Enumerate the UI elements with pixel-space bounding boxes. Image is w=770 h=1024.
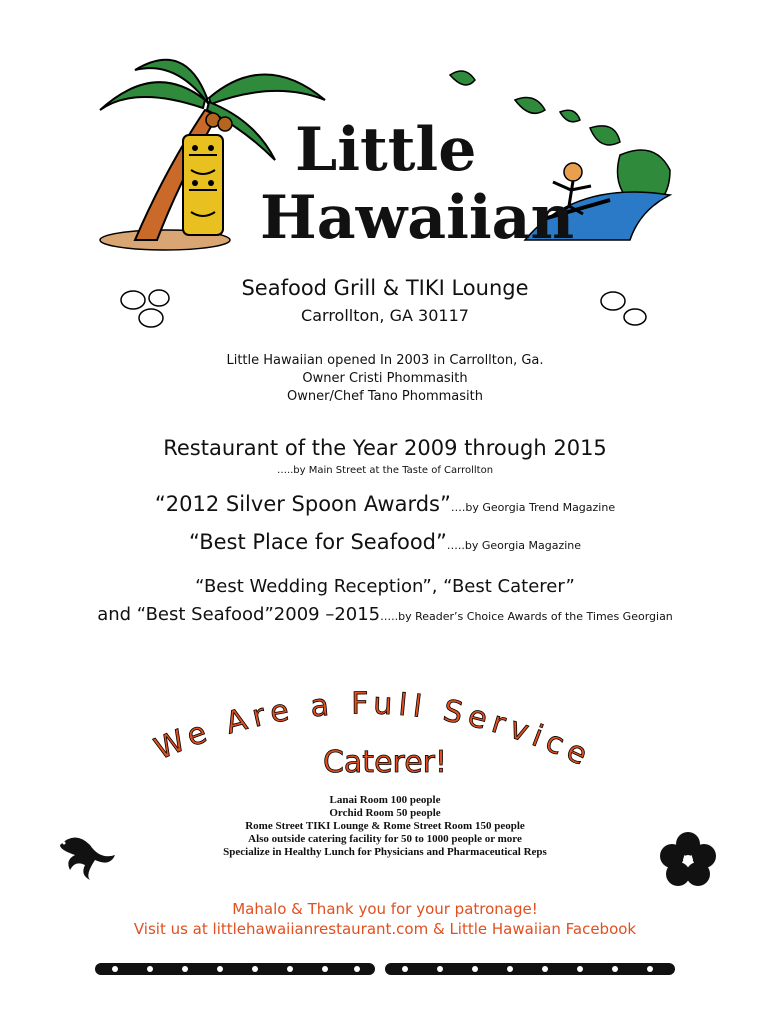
floral-border-left bbox=[95, 955, 375, 983]
award-source: …..by Georgia Magazine bbox=[446, 539, 582, 552]
headline-caterer: Caterer! bbox=[322, 745, 448, 780]
website-text: Visit us at littlehawaiianrestaurant.com & Little Hawaiian Facebook bbox=[133, 920, 637, 938]
logo-line-2: Hawaiian bbox=[260, 183, 575, 253]
history-line: Little Hawaiian opened In 2003 in Carrollton, Ga. bbox=[226, 353, 544, 368]
island-icon bbox=[590, 126, 620, 145]
award-silver-spoon bbox=[0, 492, 770, 516]
island-icon bbox=[450, 71, 475, 85]
caterer-headline bbox=[150, 680, 620, 795]
award-source: ….by Georgia Trend Magazine bbox=[450, 501, 616, 514]
award-best-seafood-place bbox=[0, 530, 770, 554]
palm-leaf-icon bbox=[100, 82, 205, 110]
headline-arc: We Are a Full Service bbox=[150, 686, 598, 776]
award-restaurant-of-year: Restaurant of the Year 2009 through 2015 bbox=[163, 436, 607, 460]
award-title: “2012 Silver Spoon Awards” bbox=[154, 492, 451, 516]
award-source: …..by Reader’s Choice Awards of the Times Georgian bbox=[380, 610, 673, 623]
room-item: Specialize in Healthy Lunch for Physicians and Pharmaceutical Reps bbox=[223, 846, 547, 858]
thank-you-text: Mahalo & Thank you for your patronage! bbox=[232, 900, 538, 918]
logo-line-1: Little bbox=[295, 115, 477, 185]
award-best-seafood bbox=[0, 604, 770, 625]
award-source: …..by Main Street at the Taste of Carrollton bbox=[276, 465, 494, 476]
room-item: Orchid Room 50 people bbox=[329, 807, 441, 819]
history-line: Owner/Chef Tano Phommasith bbox=[287, 389, 483, 404]
award-title: and “Best Seafood”2009 –2015 bbox=[97, 604, 381, 625]
location: Carrollton, GA 30117 bbox=[301, 306, 469, 325]
room-item: Also outside catering facility for 50 to 1000 people or more bbox=[248, 833, 522, 845]
room-item: Lanai Room 100 people bbox=[329, 794, 441, 806]
tagline: Seafood Grill & TIKI Lounge bbox=[241, 276, 529, 300]
award-title: “Best Place for Seafood” bbox=[188, 530, 447, 554]
island-icon bbox=[560, 110, 580, 122]
tiki-icon bbox=[183, 135, 223, 235]
floral-border-right bbox=[385, 955, 675, 983]
logo-illustration bbox=[95, 40, 675, 255]
island-icon bbox=[515, 98, 545, 114]
coconut-icon bbox=[218, 117, 232, 131]
palm-leaf-icon bbox=[209, 74, 325, 104]
award-best-wedding: “Best Wedding Reception”, “Best Caterer” bbox=[195, 576, 575, 597]
history-line: Owner Cristi Phommasith bbox=[302, 371, 468, 386]
surfer-icon bbox=[564, 163, 582, 181]
room-item: Rome Street TIKI Lounge & Rome Street Room 150 people bbox=[245, 820, 525, 832]
